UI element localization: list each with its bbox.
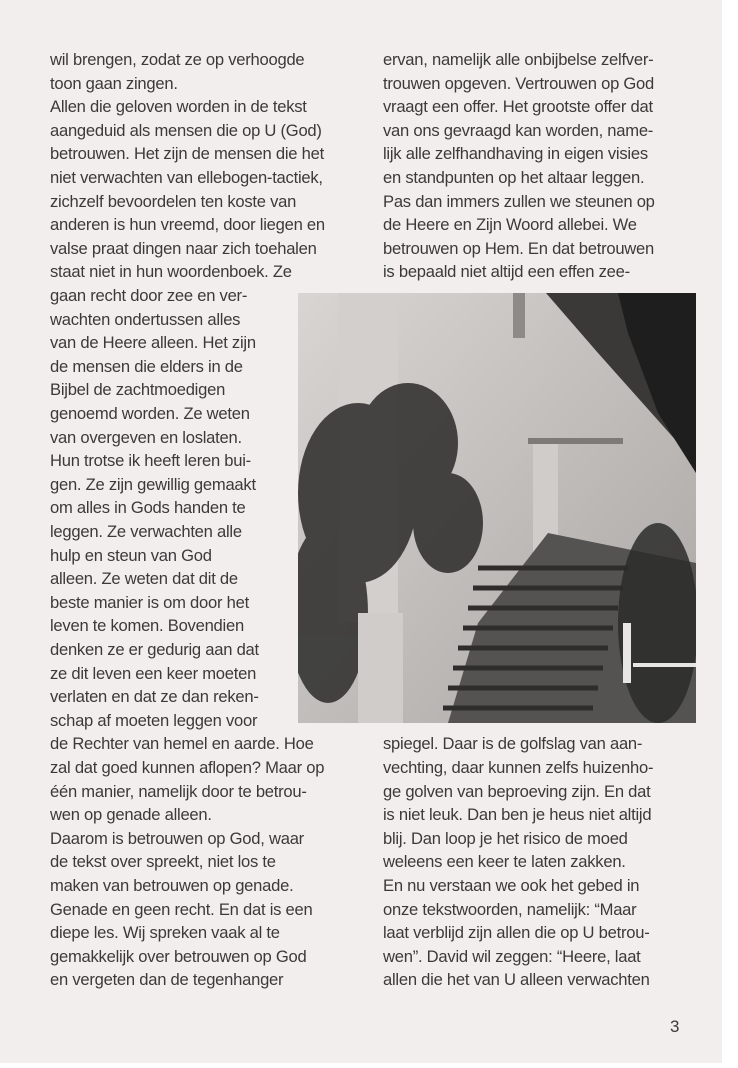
text-line: zal dat goed kunnen aflopen? Maar op: [50, 758, 325, 777]
text-line: één manier, namelijk door te betrou-: [50, 781, 307, 801]
text-line: spiegel. Daar is de golfslag van aan-: [383, 734, 643, 754]
text-line: En nu verstaan we ook het gebed in: [383, 876, 640, 895]
text-line: de mensen die elders in de: [50, 356, 243, 376]
text-line: Allen die geloven worden in de tekst: [50, 97, 307, 117]
text-line: leggen. Ze verwachten alle: [50, 522, 242, 541]
text-line: de Heere en Zijn Woord allebei. We: [383, 215, 637, 235]
text-line: om alles in Gods handen te: [50, 498, 246, 518]
text-line: gen. Ze zijn gewillig gemaakt: [50, 474, 256, 494]
text-line: wen op genade alleen.: [50, 805, 212, 825]
text-line: is bepaald niet altijd een effen zee-: [383, 262, 630, 282]
text-line: betrouwen op Hem. En dat betrouwen: [383, 238, 655, 258]
text-line: valse praat dingen naar zich toehalen: [50, 238, 317, 258]
text-line: vechting, daar kunnen zelfs huizenho-: [383, 758, 654, 777]
text-line: diepe les. Wij spreken vaak al te: [50, 923, 280, 943]
text-line: allen die het van U alleen verwachten: [383, 970, 650, 990]
text-line: trouwen opgeven. Vertrouwen op God: [383, 73, 655, 93]
text-line: de tekst over spreekt, niet los te: [50, 852, 276, 872]
text-line: van ons gevraagd kan worden, name-: [383, 120, 654, 140]
text-line: ze dit leven een keer moeten: [50, 663, 257, 683]
text-line: wachten ondertussen alles: [50, 309, 241, 329]
text-line: beste manier is om door het: [50, 592, 249, 612]
text-line: de Rechter van hemel en aarde. Hoe: [50, 734, 314, 754]
photo-stone-house-staircase: [298, 293, 696, 723]
text-line: Daarom is betrouwen op God, waar: [50, 828, 304, 848]
text-line: en standpunten op het altaar leggen.: [383, 168, 645, 187]
text-line: is niet leuk. Dan ben je heus niet altijd: [383, 805, 652, 825]
text-line: wen”. David wil zeggen: “Heere, laat: [383, 946, 641, 966]
page-number: 3: [670, 1017, 680, 1036]
text-line: alleen. Ze weten dat dit de: [50, 569, 238, 589]
text-line: staat niet in hun woordenboek. Ze: [50, 262, 292, 282]
text-line: Hun trotse ik heeft leren bui-: [50, 451, 251, 471]
text-line: Pas dan immers zullen we steunen op: [383, 191, 655, 211]
text-line: vraagt een offer. Het grootste offer dat: [383, 97, 653, 117]
text-line: zichzelf bevoordelen ten koste van: [50, 191, 297, 211]
text-line: betrouwen. Het zijn de mensen die het: [50, 144, 324, 164]
text-line: verlaten en dat ze dan reken-: [50, 687, 259, 707]
text-line: leven te komen. Bovendien: [50, 616, 244, 636]
text-line: laat verblijd zijn allen die op U betrou-: [383, 923, 650, 943]
text-line: ge golven van beproeving zijn. En dat: [383, 781, 651, 801]
text-line: Bijbel de zachtmoedigen: [50, 380, 226, 400]
text-line: maken van betrouwen op genade.: [50, 876, 294, 895]
text-line: van de Heere alleen. Het zijn: [50, 333, 256, 353]
text-line: anderen is hun vreemd, door liegen en: [50, 215, 325, 235]
text-line: genoemd worden. Ze weten: [50, 404, 250, 423]
text-line: aangeduid als mensen die op U (God): [50, 120, 322, 140]
text-line: niet verwachten van ellebogen-tactiek,: [50, 168, 323, 187]
text-line: en vergeten dan de tegenhanger: [50, 970, 284, 990]
text-line: hulp en steun van God: [50, 545, 212, 565]
text-line: blij. Dan loop je het risico de moed: [383, 828, 628, 848]
text-line: wil brengen, zodat ze op verhoogde: [50, 50, 305, 69]
text-line: lijk alle zelfhandhaving in eigen visies: [383, 144, 648, 164]
text-line: Genade en geen recht. En dat is een: [50, 899, 313, 919]
text-line: schap af moeten leggen voor: [50, 710, 258, 730]
text-line: gemakkelijk over betrouwen op God: [50, 946, 307, 966]
text-line: denken ze er gedurig aan dat: [50, 640, 259, 659]
text-line: onze tekstwoorden, namelijk: “Maar: [383, 899, 637, 919]
text-line: ervan, namelijk alle onbijbelse zelfver-: [383, 50, 654, 69]
text-line: toon gaan zingen.: [50, 73, 178, 93]
text-line: van overgeven en loslaten.: [50, 427, 242, 447]
text-line: weleens een keer te laten zakken.: [383, 852, 626, 872]
text-line: gaan recht door zee en ver-: [50, 286, 248, 305]
